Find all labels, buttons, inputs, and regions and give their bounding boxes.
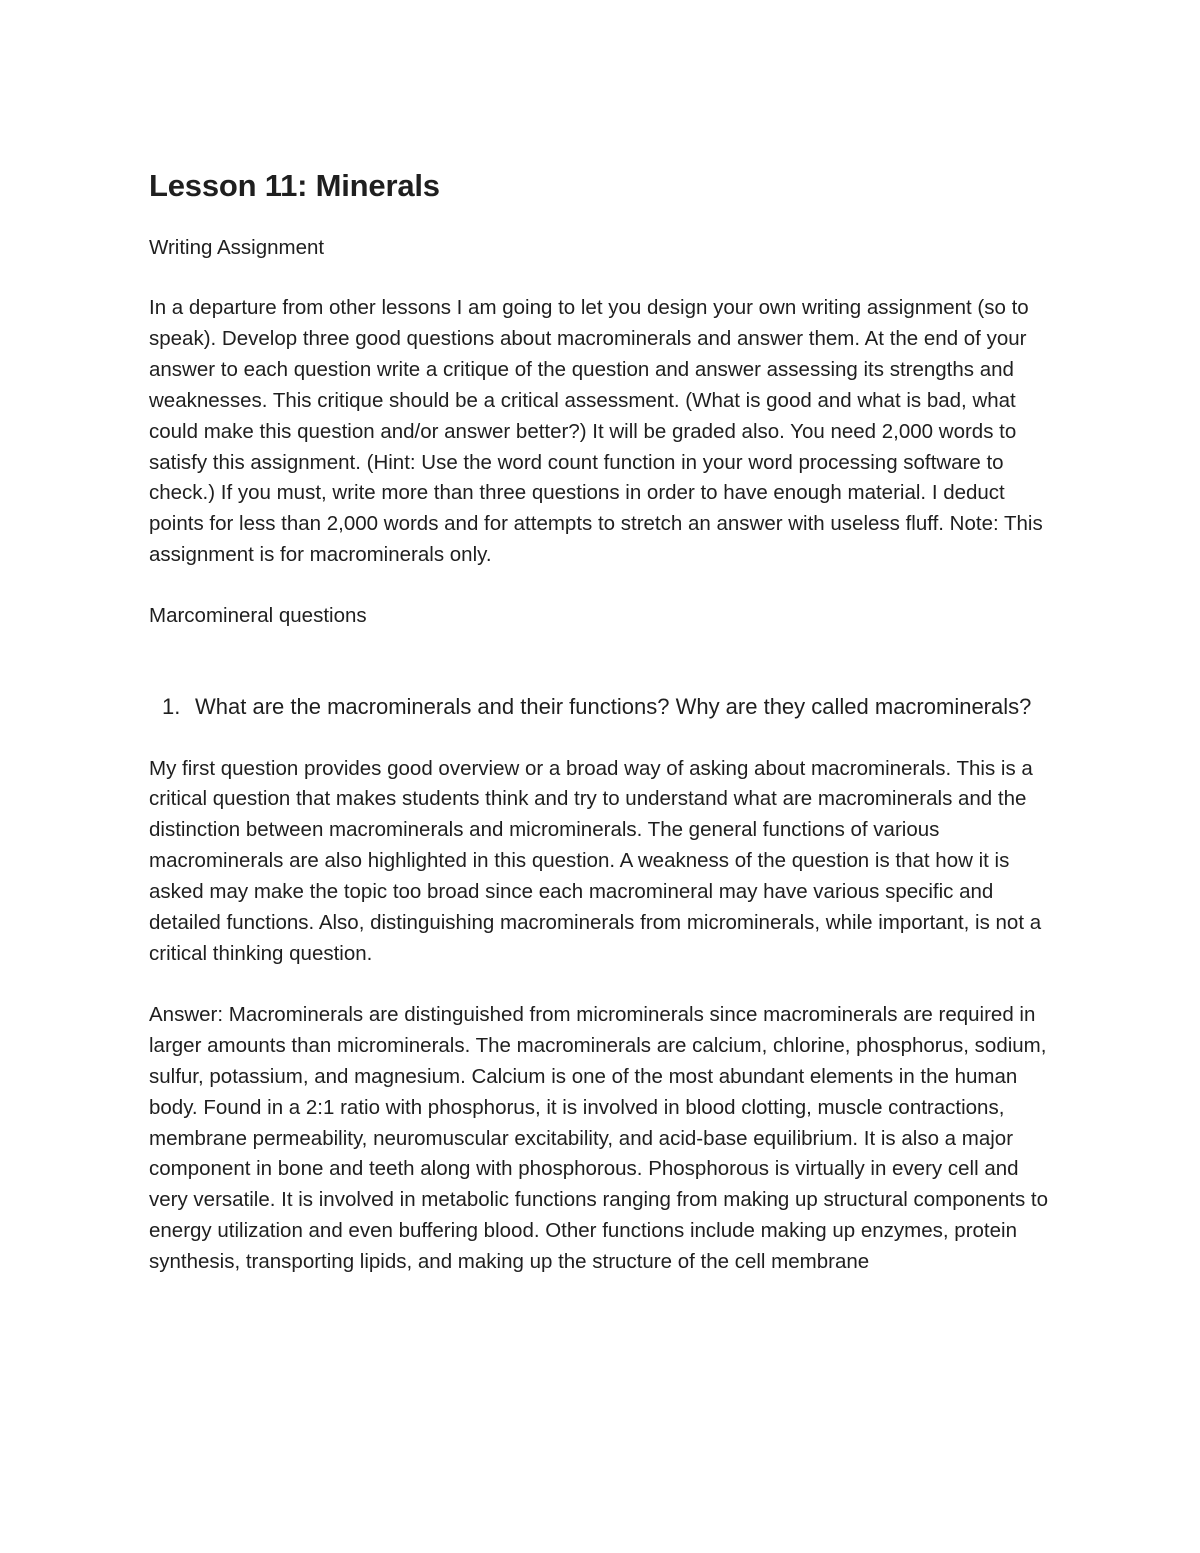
page-title: Lesson 11: Minerals [149,168,440,203]
intro-paragraph: In a departure from other lessons I am going to let you design your own writing assignment (so to speak). Develop three good questions about macrominerals and answer them. At the end of your answer to each question write a critique of the question and answer assessing its strengths and weaknesses. This critique should be a critical assessment. (What is good and what is bad, what could make this question and/or answer better?) It will be graded also. You need 2,000 words to satisfy this assignment. (Hint: Use the word count function in your word processing software to check.) If you must, write more than three questions in order to have enough material. I deduct points for less than 2,000 words and for attempts to stretch an answer with useless fluff. Note: This assignment is for macrominerals only. [149,296,1043,567]
question-item [162,692,1059,723]
document-body [149,165,1059,1278]
assignment-subtitle: Writing Assignment [149,236,325,259]
question-number: 1. [162,694,181,720]
answer-paragraph: Answer: Macrominerals are distinguished from microminerals since macrominerals are required in larger amounts than microminerals. The macrominerals are calcium, chlorine, phosphorus, sodium, sulfur, potassium, and magnesium. Calcium is one of the most abundant elements in the human body. Found in a 2:1 ratio with phosphorus, it is involved in blood clotting, muscle contractions, membrane permeability, neuromuscular excitability, and acid-base equilibrium. It is also a major component in bone and teeth along with phosphorous. Phosphorous is virtually in every cell and very versatile. It is involved in metabolic functions ranging from making up structural components to energy utilization and even buffering blood. Other functions include making up enzymes, protein synthesis, transporting lipids, and making up the structure of the cell membrane [149,1002,1048,1274]
question-text: What are the macrominerals and their functions? Why are they called macrominerals? [195,694,1032,720]
critique-paragraph: My first question provides good overview or a broad way of asking about macrominerals. This is a critical question that makes students think and try to understand what are macrominerals and the distinction between macrominerals and microminerals. The general functions of various macrominerals are also highlighted in this question. A weakness of the question is that how it is asked may make the topic too broad since each macromineral may have various specific and detailed functions. Also, distinguishing macrominerals from microminerals, while important, is not a critical thinking question. [149,756,1042,965]
question-list [149,692,1059,723]
section-heading: Marcomineral questions [149,604,367,628]
